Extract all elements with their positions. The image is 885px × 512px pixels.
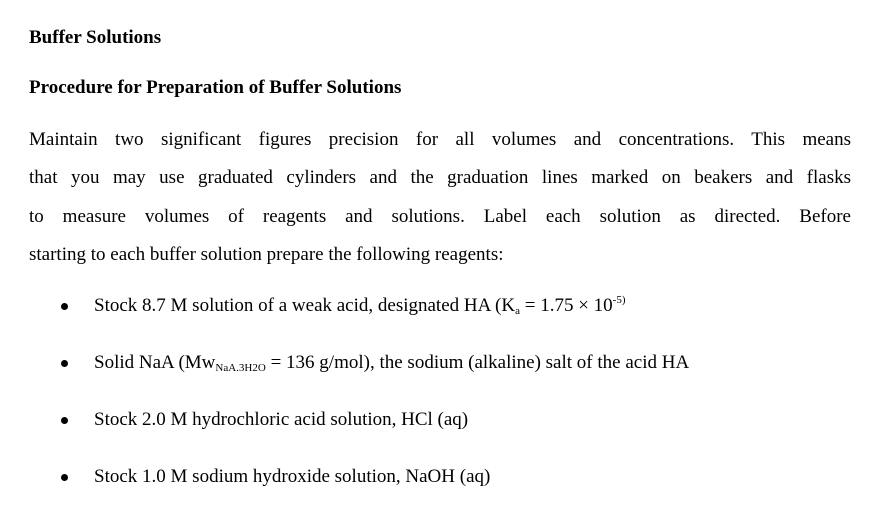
ka-subscript: a — [515, 305, 520, 317]
bullet-icon — [61, 303, 68, 310]
molar-mass-subscript: NaA.3H2O — [215, 362, 266, 374]
reagent-text-part: Stock 8.7 M solution of a weak acid, designated HA (K — [94, 295, 516, 316]
reagent-text: Stock 1.0 M sodium hydroxide solution, NaOH (aq) — [94, 466, 491, 487]
section-heading: Procedure for Preparation of Buffer Solutions — [29, 77, 402, 98]
reagent-text-part: = 136 g/mol), the sodium (alkaline) salt of the acid HA — [265, 352, 690, 373]
paragraph-line: that you may use graduated cylinders and the graduation lines marked on beakers and flasks — [29, 167, 851, 189]
instructions-paragraph — [29, 121, 851, 274]
reagent-text-part: Solid NaA (Mw — [94, 352, 216, 373]
bullet-icon — [61, 417, 68, 424]
paragraph-line: to measure volumes of reagents and solutions. Label each solution as directed. Before — [29, 205, 851, 227]
exponent-superscript: -5) — [612, 294, 626, 306]
bullet-icon — [61, 360, 68, 367]
paragraph-line: Maintain two significant figures precision for all volumes and concentrations. This means — [29, 129, 851, 150]
reagent-text: Stock 2.0 M hydrochloric acid solution, HCl (aq) — [94, 409, 469, 430]
bullet-icon — [61, 474, 68, 481]
reagent-text — [94, 351, 689, 375]
reagent-text — [94, 294, 626, 318]
reagent-text-part: = 1.75 × 10 — [519, 295, 613, 316]
document-title: Buffer Solutions — [29, 27, 162, 48]
paragraph-line: starting to each buffer solution prepare the following reagents: — [29, 243, 504, 265]
